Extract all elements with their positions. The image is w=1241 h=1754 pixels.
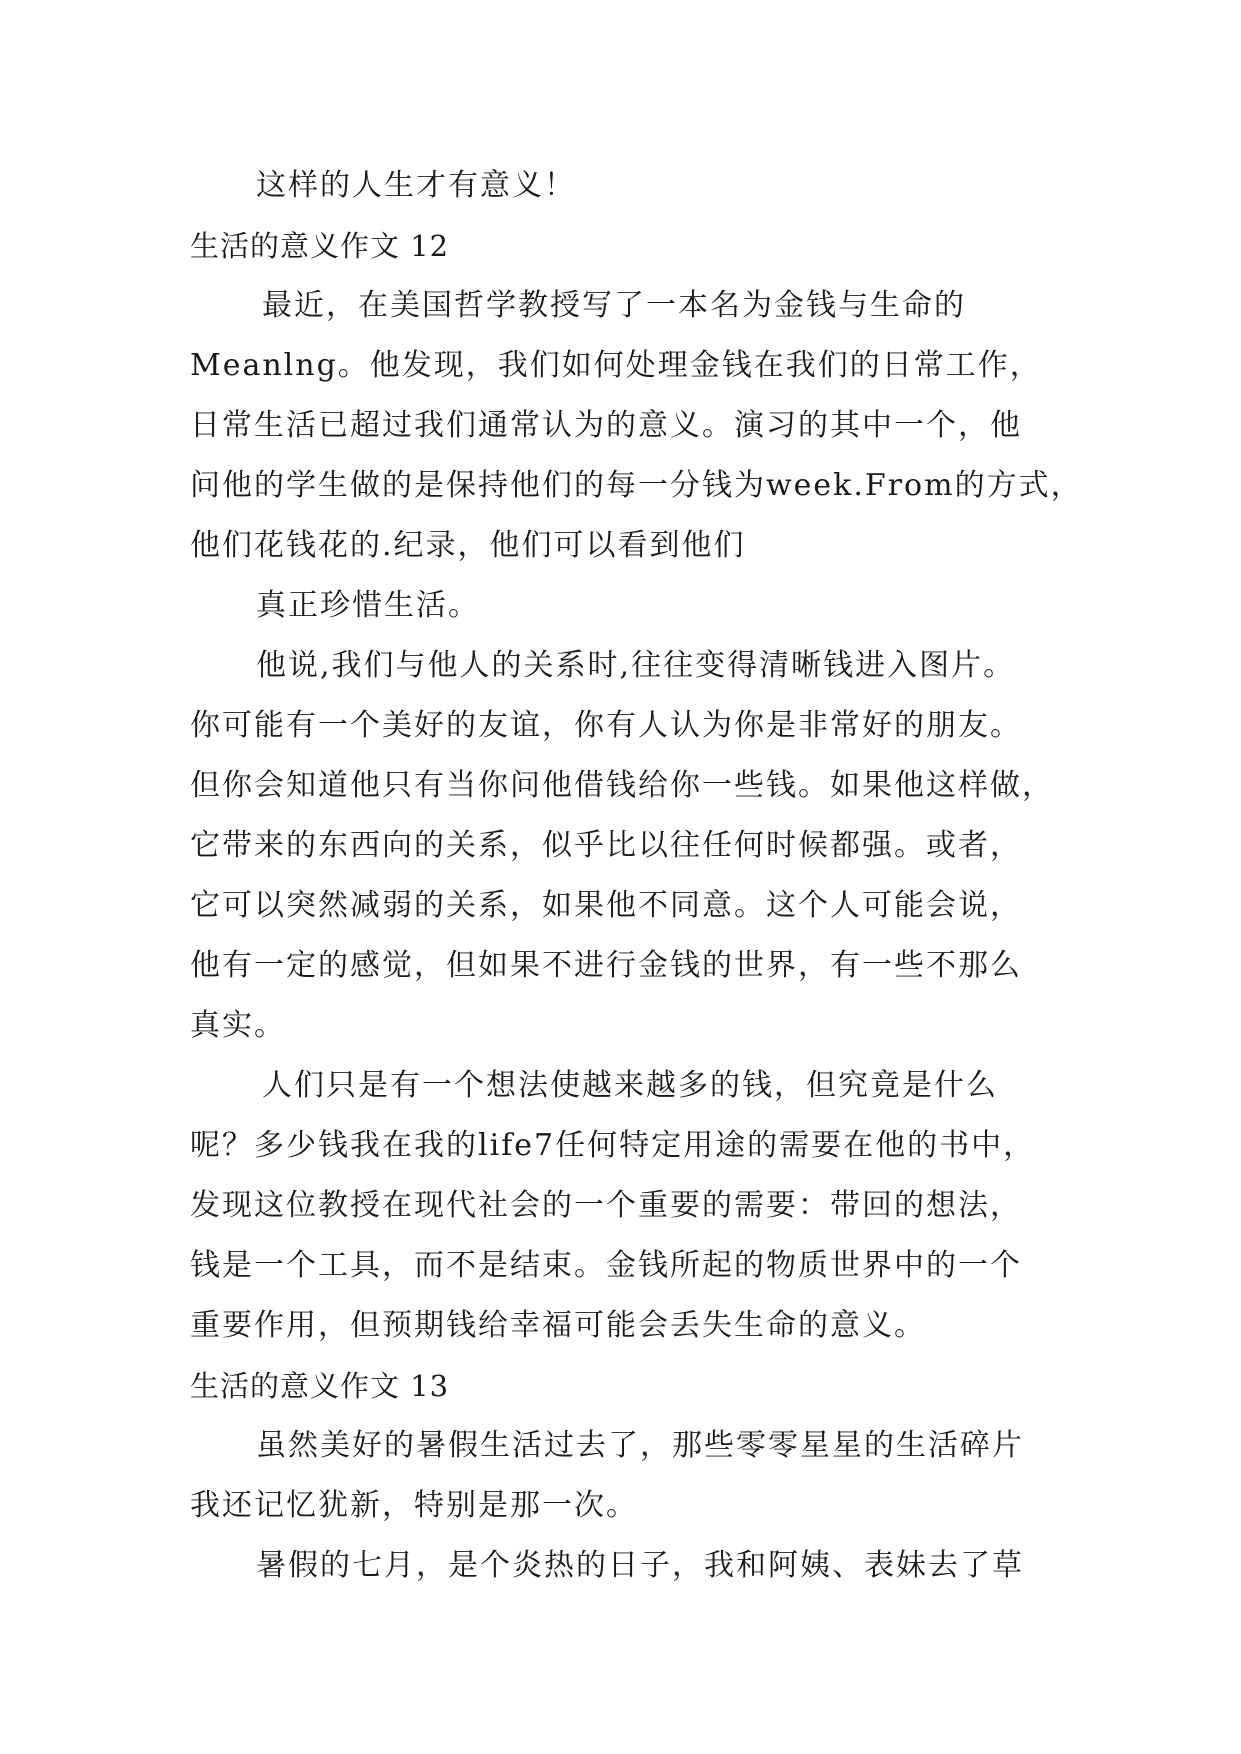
paragraph-line: 发现这位教授在现代社会的一个重要的需要：带回的想法，: [190, 1188, 1022, 1223]
paragraph-line: 最近，在美国哲学教授写了一本名为金钱与生命的: [262, 288, 966, 323]
paragraph-line: 真实。: [190, 1008, 286, 1043]
section-heading-13: 生活的意义作文 13: [190, 1369, 450, 1403]
paragraph-line: 他有一定的感觉，但如果不进行金钱的世界，有一些不那么: [190, 948, 1022, 983]
paragraph-line: 钱是一个工具，而不是结束。金钱所起的物质世界中的一个: [190, 1248, 1022, 1283]
paragraph-line: 但你会知道他只有当你问他借钱给你一些钱。如果他这样做，: [190, 768, 1054, 803]
paragraph-line: 人们只是有一个想法使越来越多的钱，但究竟是什么: [262, 1068, 998, 1103]
paragraph-line: Meanlng。他发现，我们如何处理金钱在我们的日常工作，: [190, 348, 1042, 383]
paragraph-line: 这样的人生才有意义！: [256, 168, 576, 203]
paragraph-line: 问他的学生做的是保持他们的每一分钱为week.From的方式，: [190, 468, 1083, 503]
paragraph-line: 重要作用，但预期钱给幸福可能会丢失生命的意义。: [190, 1308, 926, 1343]
paragraph-line: 它带来的东西向的关系，似乎比以往任何时候都强。或者，: [190, 828, 1022, 863]
paragraph-line: 真正珍惜生活。: [256, 588, 480, 623]
paragraph-line: 日常生活已超过我们通常认为的意义。演习的其中一个，他: [190, 408, 1022, 443]
paragraph-line: 他说,我们与他人的关系时,往往变得清晰钱进入图片。: [256, 648, 1016, 683]
section-heading-12: 生活的意义作文 12: [190, 229, 450, 263]
paragraph-line: 暑假的七月，是个炎热的日子，我和阿姨、表妹去了草: [256, 1548, 1024, 1583]
paragraph-line: 呢？多少钱我在我的life7任何特定用途的需要在他的书中，: [190, 1128, 1036, 1163]
paragraph-line: 你可能有一个美好的友谊，你有人认为你是非常好的朋友。: [190, 708, 1022, 743]
paragraph-line: 它可以突然减弱的关系，如果他不同意。这个人可能会说，: [190, 888, 1022, 923]
paragraph-line: 他们花钱花的.纪录，他们可以看到他们: [190, 528, 746, 563]
paragraph-line: 我还记忆犹新，特别是那一次。: [190, 1488, 638, 1523]
paragraph-line: 虽然美好的暑假生活过去了，那些零零星星的生活碎片: [256, 1428, 1024, 1463]
